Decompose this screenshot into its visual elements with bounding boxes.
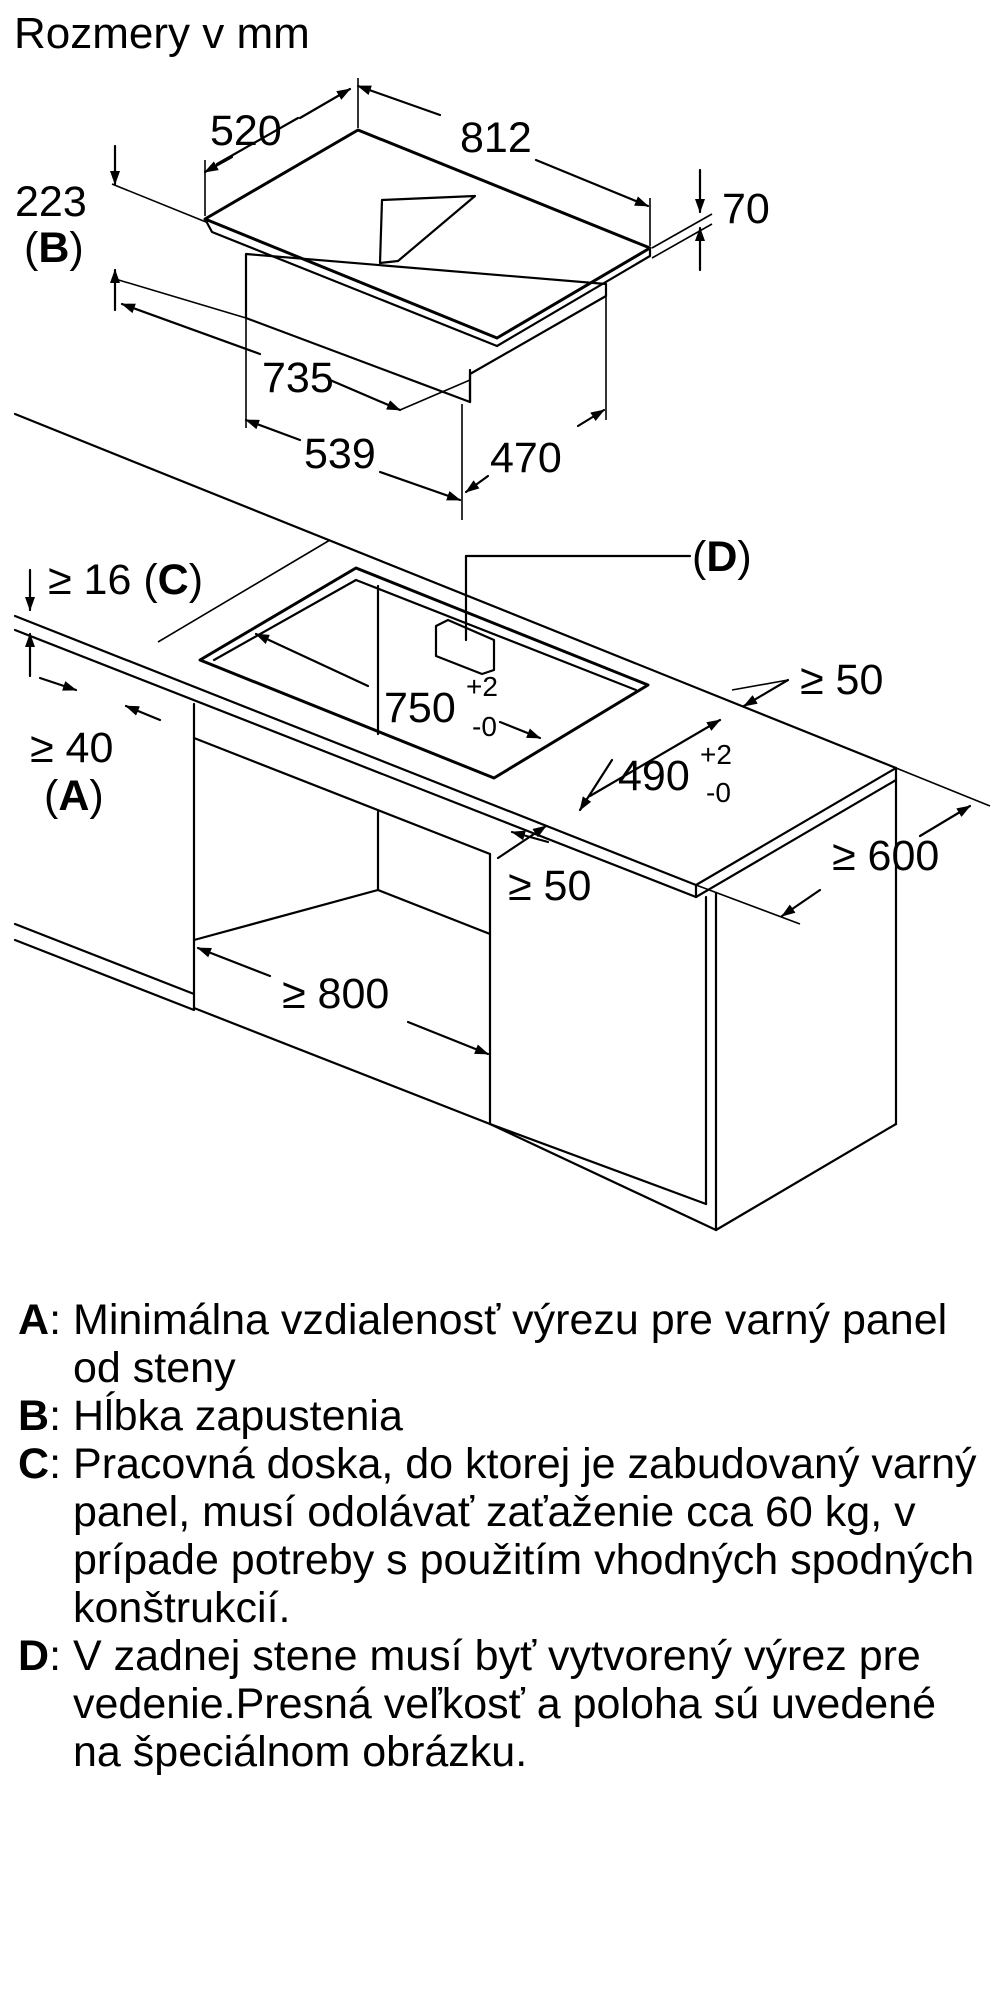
hob-drawing <box>15 78 770 520</box>
dim-cutout-width-tol-minus: -0 <box>472 711 497 742</box>
dim-cutout-depth: 490 <box>618 752 690 800</box>
legend-item-d: D : V zadnej stene musí byť vytvorený výrez pre vedenie.Presná veľkosť a poloha sú uvedené na špeciálnom obrázku. <box>18 1632 978 1776</box>
page-title: Rozmery v mm <box>14 9 310 58</box>
legend-key: B <box>18 1392 50 1440</box>
dim-recess-depth-ref: (B) <box>24 224 84 272</box>
dim-rear-cutout-ref: (D) <box>692 533 752 581</box>
dim-recess-depth: 223 <box>15 178 87 226</box>
legend-text: Pracovná doska, do ktorej je zabudovaný varný panel, musí odolávať zaťaženie cca 60 kg, v prípade potreby s použitím vhodných spodných konštrukcií. <box>73 1440 977 1632</box>
dim-cutout-depth-tol-minus: -0 <box>706 777 731 808</box>
dim-cabinet-width: ≥ 800 <box>282 970 390 1018</box>
dim-wall-distance-ref: (A) <box>44 772 104 820</box>
countertop-cutout <box>200 568 648 778</box>
dim-countertop-thickness: ≥ 16 (C) <box>48 556 204 604</box>
dim-cutout-width-tol-plus: +2 <box>466 671 498 702</box>
dim-wall-distance: ≥ 40 <box>30 724 114 772</box>
dim-cutout-depth-tol-plus: +2 <box>700 739 732 770</box>
dim-box-depth-side: 470 <box>490 434 562 482</box>
dim-hob-width: 812 <box>460 114 532 162</box>
legend-item-a: A : Minimálna vzdialenosť výrezu pre varný panel od steny <box>18 1296 978 1392</box>
legend <box>18 1296 978 1776</box>
legend-key: C <box>18 1440 50 1488</box>
legend-text: Minimálna vzdialenosť výrezu pre varný panel od steny <box>73 1296 948 1392</box>
cabinet-drawing <box>15 414 990 1230</box>
legend-item-b: B : Hĺbka zapustenia <box>18 1392 978 1440</box>
legend-text: V zadnej stene musí byť vytvorený výrez pre vedenie.Presná veľkosť a poloha sú uvedené na špeciálnom obrázku. <box>73 1632 936 1776</box>
legend-text: Hĺbka zapustenia <box>73 1392 403 1440</box>
dim-cutout-width: 750 <box>384 684 456 732</box>
legend-key: D <box>18 1632 50 1680</box>
legend-key: A <box>18 1296 50 1344</box>
hob-top-surface <box>205 130 650 338</box>
dim-hob-depth: 520 <box>210 107 282 155</box>
legend-item-c: C : Pracovná doska, do ktorej je zabudovaný varný panel, musí odolávať zaťaženie cca 60 kg, v prípade potreby s použitím vhodných spodných konštrukcií. <box>18 1440 977 1632</box>
dim-front-clearance: ≥ 50 <box>508 862 592 910</box>
dim-hob-height: 70 <box>722 185 770 233</box>
hob-vent-slot <box>380 196 475 263</box>
dim-box-width: 735 <box>262 354 334 402</box>
dim-counter-depth: ≥ 600 <box>832 832 940 880</box>
dim-rear-clearance: ≥ 50 <box>800 656 884 704</box>
dim-box-depth-front: 539 <box>304 430 376 478</box>
